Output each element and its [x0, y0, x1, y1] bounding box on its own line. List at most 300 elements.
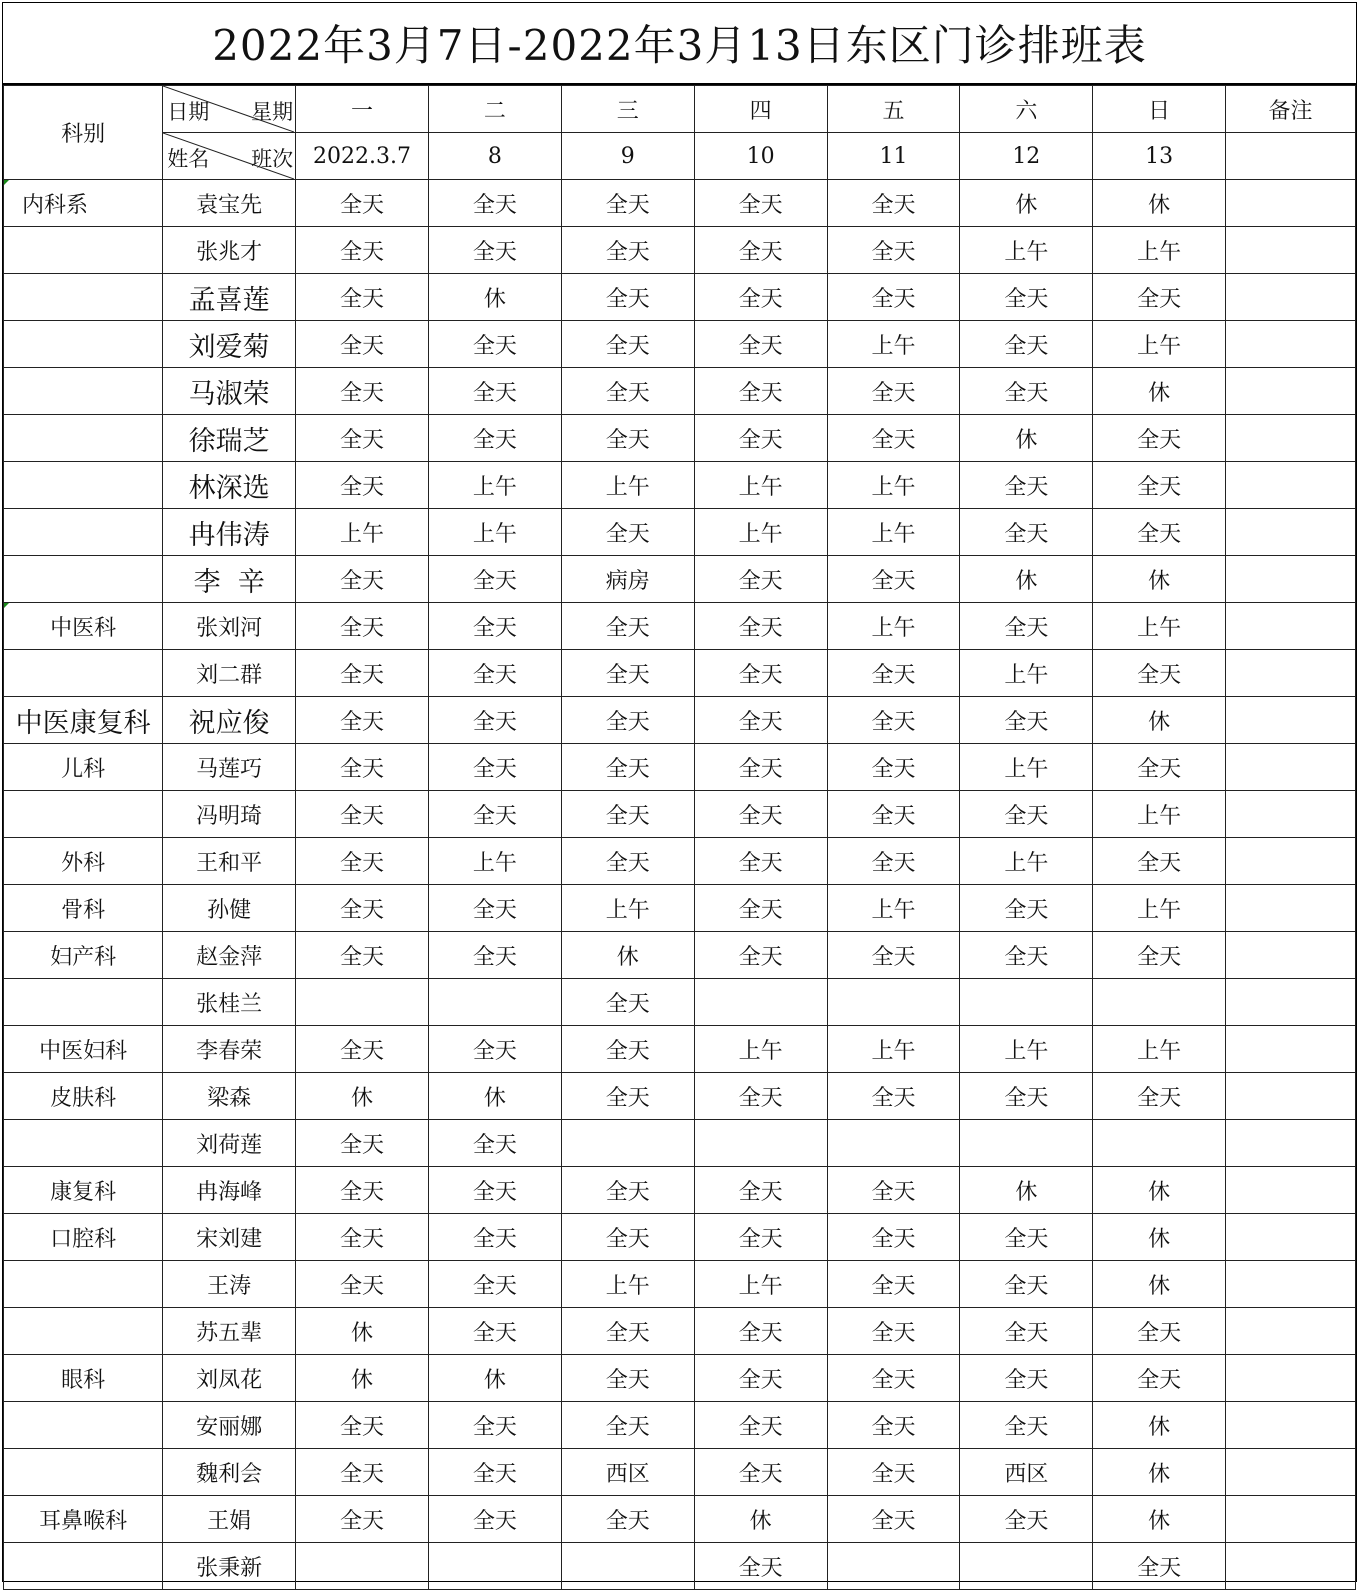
- shift-cell: 全天: [561, 415, 694, 462]
- shift-cell: 全天: [827, 1496, 960, 1543]
- shift-cell: 全天: [296, 932, 429, 979]
- dept-cell: [4, 979, 163, 1026]
- table-row: [4, 1402, 1356, 1449]
- shift-cell: 全天: [428, 697, 561, 744]
- shift-cell: 休: [960, 180, 1093, 227]
- dept-cell: [4, 1261, 163, 1308]
- shift-cell: 全天: [694, 838, 827, 885]
- shift-cell: 休: [1093, 697, 1226, 744]
- table-row: [4, 1355, 1356, 1402]
- shift-cell: 全天: [827, 838, 960, 885]
- shift-cell: 全天: [960, 274, 1093, 321]
- remark-cell: [1226, 1120, 1356, 1167]
- remark-cell: [1226, 838, 1356, 885]
- dept-cell: 外科: [4, 838, 163, 885]
- shift-cell: 全天: [694, 368, 827, 415]
- remark-cell: [1226, 1026, 1356, 1073]
- shift-cell: 全天: [561, 1073, 694, 1120]
- shift-cell: 全天: [960, 1261, 1093, 1308]
- shift-cell: 全天: [561, 838, 694, 885]
- weekday-header: 二: [428, 86, 561, 133]
- dept-cell: [4, 1449, 163, 1496]
- shift-cell: 全天: [694, 274, 827, 321]
- shift-cell: 全天: [428, 1214, 561, 1261]
- shift-cell: 上午: [827, 462, 960, 509]
- shift-cell: [960, 979, 1093, 1026]
- shift-cell: 全天: [960, 697, 1093, 744]
- shift-cell: 西区: [561, 1449, 694, 1496]
- shift-cell: 全天: [428, 885, 561, 932]
- shift-cell: 全天: [1093, 415, 1226, 462]
- remark-cell: [1226, 1167, 1356, 1214]
- name-cell: 王和平: [163, 838, 296, 885]
- shift-cell: 全天: [694, 1167, 827, 1214]
- shift-cell: 全天: [827, 1261, 960, 1308]
- dept-cell: [4, 791, 163, 838]
- shift-cell: 全天: [428, 1261, 561, 1308]
- shift-cell: 上午: [827, 1026, 960, 1073]
- remark-cell: [1226, 1073, 1356, 1120]
- name-cell: 张秉新: [163, 1543, 296, 1590]
- table-row: [4, 1026, 1356, 1073]
- shift-cell: 上午: [827, 321, 960, 368]
- shift-cell: 全天: [1093, 509, 1226, 556]
- table-row: [4, 556, 1356, 603]
- shift-cell: 全天: [561, 509, 694, 556]
- shift-cell: 全天: [296, 1026, 429, 1073]
- shift-cell: 上午: [428, 838, 561, 885]
- shift-cell: 全天: [694, 1402, 827, 1449]
- shift-cell: 全天: [561, 603, 694, 650]
- date-header: 10: [694, 133, 827, 180]
- remark-cell: [1226, 368, 1356, 415]
- shift-cell: 全天: [1093, 274, 1226, 321]
- weekday-header: 三: [561, 86, 694, 133]
- shift-cell: 全天: [694, 932, 827, 979]
- shift-cell: 上午: [296, 509, 429, 556]
- table-row: [4, 180, 1356, 227]
- table-row: [4, 1073, 1356, 1120]
- name-cell: 王涛: [163, 1261, 296, 1308]
- shift-cell: 全天: [827, 650, 960, 697]
- table-row: [4, 1449, 1356, 1496]
- name-cell: 刘荷莲: [163, 1120, 296, 1167]
- shift-cell: 全天: [694, 1449, 827, 1496]
- shift-cell: 全天: [827, 415, 960, 462]
- table-row: [4, 368, 1356, 415]
- shift-cell: 全天: [827, 1355, 960, 1402]
- shift-cell: 休: [694, 1496, 827, 1543]
- shift-cell: 全天: [296, 1402, 429, 1449]
- shift-cell: 上午: [1093, 321, 1226, 368]
- shift-cell: [428, 979, 561, 1026]
- shift-cell: 全天: [694, 650, 827, 697]
- dept-cell: [4, 368, 163, 415]
- name-cell: 张兆才: [163, 227, 296, 274]
- date-week-header: [163, 86, 296, 133]
- shift-cell: 全天: [694, 227, 827, 274]
- dept-cell: [4, 509, 163, 556]
- header-row-weekdays: [4, 86, 1356, 133]
- shift-cell: 全天: [694, 791, 827, 838]
- shift-cell: 上午: [827, 603, 960, 650]
- name-cell: 张桂兰: [163, 979, 296, 1026]
- shift-cell: 全天: [561, 697, 694, 744]
- table-row: [4, 1120, 1356, 1167]
- shift-cell: 全天: [827, 932, 960, 979]
- shift-cell: [561, 1543, 694, 1590]
- name-cell: 张刘河: [163, 603, 296, 650]
- shift-cell: 全天: [428, 1496, 561, 1543]
- shift-cell: 全天: [296, 650, 429, 697]
- shift-cell: [960, 1543, 1093, 1590]
- shift-cell: 全天: [827, 1167, 960, 1214]
- shift-cell: 休: [1093, 180, 1226, 227]
- remark-cell: [1226, 1402, 1356, 1449]
- shift-cell: 全天: [428, 932, 561, 979]
- table-row: [4, 274, 1356, 321]
- shift-cell: 全天: [827, 1214, 960, 1261]
- dept-cell: 眼科: [4, 1355, 163, 1402]
- shift-cell: 全天: [296, 1261, 429, 1308]
- name-cell: 冉伟涛: [163, 509, 296, 556]
- shift-cell: 全天: [561, 227, 694, 274]
- shift-cell: [1093, 1120, 1226, 1167]
- week-label: 星期: [251, 100, 294, 124]
- shift-cell: 全天: [428, 321, 561, 368]
- shift-cell: 休: [960, 1167, 1093, 1214]
- date-header: 13: [1093, 133, 1226, 180]
- remark-cell: [1226, 1543, 1356, 1590]
- table-row: [4, 1214, 1356, 1261]
- remark-cell: [1226, 885, 1356, 932]
- schedule-body: [4, 180, 1356, 1590]
- name-cell: 孙健: [163, 885, 296, 932]
- dept-cell: [4, 1120, 163, 1167]
- shift-cell: 全天: [428, 1167, 561, 1214]
- shift-cell: 休: [1093, 556, 1226, 603]
- name-cell: 宋刘建: [163, 1214, 296, 1261]
- shift-cell: 全天: [296, 603, 429, 650]
- shift-cell: 全天: [694, 1214, 827, 1261]
- shift-cell: 全天: [428, 1026, 561, 1073]
- remark-cell: [1226, 321, 1356, 368]
- shift-cell: 上午: [694, 509, 827, 556]
- shift-cell: [827, 1543, 960, 1590]
- date-label: 日期: [167, 100, 210, 124]
- shift-cell: 全天: [561, 368, 694, 415]
- shift-cell: 全天: [296, 1449, 429, 1496]
- name-cell: 安丽娜: [163, 1402, 296, 1449]
- shift-cell: 全天: [694, 744, 827, 791]
- shift-cell: 全天: [1093, 1073, 1226, 1120]
- shift-cell: 全天: [296, 1167, 429, 1214]
- shift-cell: 全天: [561, 1496, 694, 1543]
- remark-cell: [1226, 462, 1356, 509]
- remark-cell: [1226, 744, 1356, 791]
- weekday-header: 一: [296, 86, 429, 133]
- shift-cell: 全天: [960, 1355, 1093, 1402]
- dept-cell: [4, 650, 163, 697]
- table-row: [4, 791, 1356, 838]
- dept-cell: [4, 1543, 163, 1590]
- shift-cell: 上午: [694, 462, 827, 509]
- shift-cell: 全天: [561, 1167, 694, 1214]
- weekday-header: 四: [694, 86, 827, 133]
- name-cell: 冉海峰: [163, 1167, 296, 1214]
- dept-cell: [4, 227, 163, 274]
- shift-cell: 全天: [561, 791, 694, 838]
- shift-cell: 全天: [296, 744, 429, 791]
- shift-cell: 全天: [694, 1073, 827, 1120]
- shift-cell: 全天: [960, 368, 1093, 415]
- dept-cell: [4, 274, 163, 321]
- shift-cell: 全天: [296, 321, 429, 368]
- table-row: [4, 1543, 1356, 1590]
- shift-cell: 全天: [296, 368, 429, 415]
- shift-cell: 全天: [296, 838, 429, 885]
- shift-cell: 休: [1093, 1496, 1226, 1543]
- shift-cell: 全天: [960, 462, 1093, 509]
- shift-cell: 上午: [1093, 227, 1226, 274]
- shift-cell: 休: [960, 556, 1093, 603]
- shift-cell: 上午: [694, 1261, 827, 1308]
- dept-cell: 儿科: [4, 744, 163, 791]
- remark-cell: [1226, 1355, 1356, 1402]
- table-row: [4, 885, 1356, 932]
- remark-cell: [1226, 1449, 1356, 1496]
- shift-cell: 全天: [428, 1308, 561, 1355]
- remark-cell: [1226, 415, 1356, 462]
- shift-cell: 休: [1093, 1261, 1226, 1308]
- shift-cell: 全天: [694, 556, 827, 603]
- shift-cell: 全天: [827, 1402, 960, 1449]
- shift-cell: [694, 1120, 827, 1167]
- name-cell: 徐瑞芝: [163, 415, 296, 462]
- remark-cell: [1226, 509, 1356, 556]
- shift-cell: 全天: [428, 1120, 561, 1167]
- shift-cell: 上午: [561, 1261, 694, 1308]
- shift-cell: 休: [960, 415, 1093, 462]
- name-cell: 袁宝先: [163, 180, 296, 227]
- name-cell: 马淑荣: [163, 368, 296, 415]
- name-cell: 李春荣: [163, 1026, 296, 1073]
- remark-cell: [1226, 274, 1356, 321]
- shift-cell: 休: [1093, 1402, 1226, 1449]
- weekday-header: 日: [1093, 86, 1226, 133]
- shift-cell: 全天: [827, 697, 960, 744]
- date-header: 8: [428, 133, 561, 180]
- table-row: [4, 415, 1356, 462]
- name-cell: 苏五辈: [163, 1308, 296, 1355]
- dept-cell: 妇产科: [4, 932, 163, 979]
- shift-cell: 全天: [428, 227, 561, 274]
- name-cell: 冯明琦: [163, 791, 296, 838]
- date-header: 2022.3.7: [296, 133, 429, 180]
- shift-cell: 全天: [428, 556, 561, 603]
- shift-cell: 休: [428, 274, 561, 321]
- shift-cell: 休: [296, 1308, 429, 1355]
- shift-cell: 全天: [1093, 1543, 1226, 1590]
- remark-cell: [1226, 1308, 1356, 1355]
- shift-cell: 全天: [1093, 838, 1226, 885]
- shift-cell: 全天: [694, 603, 827, 650]
- shift-cell: 全天: [296, 1120, 429, 1167]
- shift-cell: [960, 1120, 1093, 1167]
- shift-cell: 全天: [960, 1308, 1093, 1355]
- shift-cell: 全天: [827, 180, 960, 227]
- dept-cell: [4, 415, 163, 462]
- shift-cell: 全天: [960, 1402, 1093, 1449]
- remark-cell: [1226, 556, 1356, 603]
- dept-cell: 口腔科: [4, 1214, 163, 1261]
- shift-cell: 全天: [561, 979, 694, 1026]
- shift-cell: 全天: [694, 697, 827, 744]
- shift-cell: 全天: [1093, 650, 1226, 697]
- shift-cell: 全天: [296, 885, 429, 932]
- schedule-sheet: [2, 2, 1357, 1582]
- shift-cell: 全天: [296, 227, 429, 274]
- shift-cell: 全天: [827, 556, 960, 603]
- shift-cell: 全天: [827, 1308, 960, 1355]
- date-header: 12: [960, 133, 1093, 180]
- shift-cell: 全天: [694, 1308, 827, 1355]
- shift-cell: 全天: [827, 274, 960, 321]
- shift-cell: 休: [1093, 1449, 1226, 1496]
- weekday-header: 五: [827, 86, 960, 133]
- remark-cell: [1226, 932, 1356, 979]
- shift-cell: 全天: [561, 274, 694, 321]
- dept-cell: [4, 1308, 163, 1355]
- table-row: [4, 650, 1356, 697]
- dept-cell: [4, 462, 163, 509]
- remark-cell: [1226, 1496, 1356, 1543]
- table-row: [4, 838, 1356, 885]
- remark-header: 备注: [1226, 86, 1356, 133]
- table-row: [4, 1261, 1356, 1308]
- shift-cell: 全天: [960, 1214, 1093, 1261]
- remark-cell: [1226, 979, 1356, 1026]
- table-row: [4, 603, 1356, 650]
- shift-cell: 休: [1093, 1167, 1226, 1214]
- shift-label: 班次: [251, 147, 294, 171]
- table-row: [4, 1167, 1356, 1214]
- name-cell: 刘二群: [163, 650, 296, 697]
- table-row: [4, 227, 1356, 274]
- shift-cell: 全天: [428, 603, 561, 650]
- table-row: [4, 697, 1356, 744]
- shift-cell: 全天: [428, 415, 561, 462]
- remark-cell: [1226, 1261, 1356, 1308]
- date-header: 9: [561, 133, 694, 180]
- header-row-dates: [4, 133, 1356, 180]
- shift-cell: [296, 979, 429, 1026]
- shift-cell: 全天: [960, 603, 1093, 650]
- shift-cell: 休: [428, 1355, 561, 1402]
- table-row: [4, 462, 1356, 509]
- shift-cell: 全天: [428, 1449, 561, 1496]
- shift-cell: 上午: [561, 885, 694, 932]
- name-cell: 林深选: [163, 462, 296, 509]
- dept-cell: 康复科: [4, 1167, 163, 1214]
- shift-cell: 全天: [428, 180, 561, 227]
- shift-cell: 全天: [1093, 462, 1226, 509]
- shift-cell: 全天: [960, 1496, 1093, 1543]
- name-label: 姓名: [167, 147, 210, 171]
- shift-cell: 全天: [561, 1214, 694, 1261]
- shift-cell: 上午: [960, 227, 1093, 274]
- shift-cell: 全天: [561, 180, 694, 227]
- shift-cell: 全天: [561, 1355, 694, 1402]
- shift-cell: 上午: [960, 650, 1093, 697]
- shift-cell: [827, 979, 960, 1026]
- table-row: [4, 932, 1356, 979]
- table-row: [4, 321, 1356, 368]
- shift-cell: 全天: [1093, 744, 1226, 791]
- shift-cell: 全天: [561, 744, 694, 791]
- shift-cell: 全天: [960, 321, 1093, 368]
- shift-cell: 上午: [1093, 791, 1226, 838]
- shift-cell: 全天: [1093, 1355, 1226, 1402]
- shift-cell: 全天: [296, 415, 429, 462]
- dept-cell: 皮肤科: [4, 1073, 163, 1120]
- shift-cell: 全天: [428, 1402, 561, 1449]
- table-row: [4, 1308, 1356, 1355]
- shift-cell: 上午: [960, 1026, 1093, 1073]
- shift-cell: 全天: [827, 744, 960, 791]
- dept-cell: 内科系: [4, 180, 163, 227]
- shift-cell: 全天: [561, 1308, 694, 1355]
- shift-cell: 全天: [296, 1214, 429, 1261]
- shift-cell: 全天: [561, 1402, 694, 1449]
- shift-cell: 休: [296, 1073, 429, 1120]
- shift-cell: 全天: [296, 274, 429, 321]
- shift-cell: 全天: [296, 180, 429, 227]
- shift-cell: 休: [296, 1355, 429, 1402]
- shift-cell: 全天: [827, 227, 960, 274]
- shift-cell: 病房: [561, 556, 694, 603]
- shift-cell: 全天: [296, 462, 429, 509]
- shift-cell: 全天: [694, 180, 827, 227]
- shift-cell: 全天: [694, 321, 827, 368]
- dept-cell: [4, 1402, 163, 1449]
- shift-cell: 全天: [960, 885, 1093, 932]
- shift-cell: 休: [561, 932, 694, 979]
- dept-header: 科别: [4, 86, 163, 180]
- remark-cell: [1226, 697, 1356, 744]
- remark-cell: [1226, 791, 1356, 838]
- shift-cell: 全天: [960, 932, 1093, 979]
- shift-cell: 休: [428, 1073, 561, 1120]
- dept-cell: 骨科: [4, 885, 163, 932]
- shift-cell: 全天: [428, 791, 561, 838]
- shift-cell: [428, 1543, 561, 1590]
- dept-cell: 中医科: [4, 603, 163, 650]
- shift-cell: [296, 1543, 429, 1590]
- shift-cell: 上午: [960, 838, 1093, 885]
- weekday-header: 六: [960, 86, 1093, 133]
- name-shift-header: [163, 133, 296, 180]
- shift-cell: 全天: [694, 885, 827, 932]
- table-row: [4, 1496, 1356, 1543]
- shift-cell: 全天: [1093, 932, 1226, 979]
- dept-cell: [4, 321, 163, 368]
- shift-cell: 上午: [561, 462, 694, 509]
- shift-cell: 全天: [561, 650, 694, 697]
- table-row: [4, 509, 1356, 556]
- dept-cell: 耳鼻喉科: [4, 1496, 163, 1543]
- shift-cell: 全天: [827, 368, 960, 415]
